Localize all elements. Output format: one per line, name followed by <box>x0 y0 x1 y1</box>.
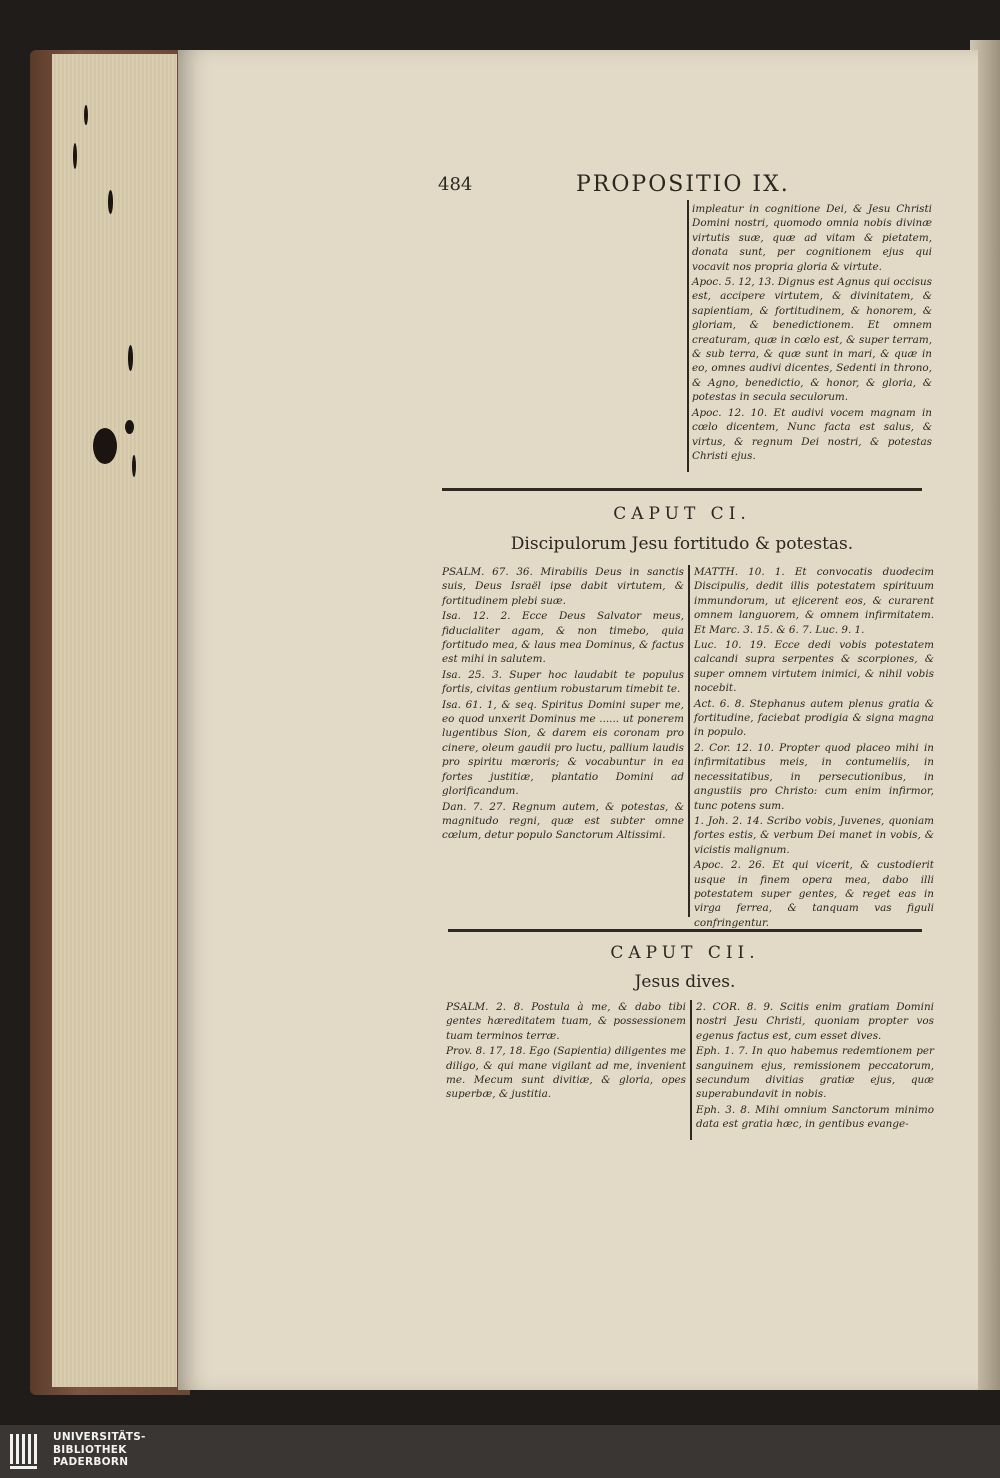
paragraph: Apoc. 12. 10. Et audivi vocem magnam in cœlo dicentem, Nunc facta est salus, & virtus, & regnum Dei nostri, & potestas Christi ejus. <box>692 406 932 462</box>
verse: Isa. 25. 3. Super hoc laudabit te populus fortis, civitas gentium robustarum timebit te. <box>442 668 684 696</box>
chapter-102-left-column <box>446 1000 686 1103</box>
chapter-101-right-column <box>694 565 934 931</box>
ink-stain <box>73 143 77 169</box>
verse: Isa. 61. 1, & seq. Spiritus Domini super me, eo quod unxerit Dominus me ...... ut ponerem lugentibus Sion, & darem eis coronam pro cinere, oleum gaudii pro luctu, pallium laudis pro spiritu mœroris; & vocabuntur in ea fortes justitiæ, plantatio Domini ad glorificandum. <box>442 698 684 798</box>
ink-stain <box>93 428 117 464</box>
verse: Isa. 12. 2. Ecce Deus Salvator meus, fiducialiter agam, & non timebo, quia fortitudo mea, & laus mea Dominus, & factus est mihi in salutem. <box>442 610 684 666</box>
chapter-heading: CAPUT CI. <box>613 504 751 524</box>
ink-stain <box>108 190 113 214</box>
verse: Eph. 3. 8. Mihi omnium Sanctorum minimo data est gratia hæc, in gentibus evange- <box>696 1103 934 1131</box>
verse: 1. Joh. 2. 14. Scribo vobis, Juvenes, quoniam fortes estis, & verbum Dei manet in vobis, & vicistis malignum. <box>694 814 934 856</box>
logo-line: UNIVERSITÄTS- <box>53 1431 146 1443</box>
ink-stain <box>128 345 133 371</box>
chapter-title: Discipulorum Jesu fortitudo & potestas. <box>510 534 854 554</box>
verse: 2. Cor. 12. 10. Propter quod placeo mihi in infirmitatibus meis, in contumeliis, in necessitatibus, in persecutionibus, in angustiis pro Christo: cum enim infirmor, tunc potens sum. <box>694 741 934 812</box>
footer-bar <box>0 1425 1000 1478</box>
logo-line: BIBLIOTHEK <box>53 1443 127 1456</box>
verse: Dan. 7. 27. Regnum autem, & potestas, & magnitudo regni, quæ est subter omne cœlum, detur populo Sanctorum Altissimi. <box>442 800 684 842</box>
ink-stain <box>125 420 134 434</box>
library-logo-text <box>53 1431 146 1469</box>
column-rule <box>687 200 689 472</box>
verse: Luc. 10. 19. Ecce dedi vobis potestatem calcandi supra serpentes & scorpiones, & super omnem virtutem inimici, & nihil vobis nocebit. <box>694 639 934 695</box>
chapter-heading: CAPUT CII. <box>610 943 760 963</box>
page-edges <box>52 54 177 1387</box>
running-title: PROPOSITIO IX. <box>576 172 790 197</box>
verse: PSALM. 67. 36. Mirabilis Deus in sanctis suis, Deus Israël ipse dabit virtutem, & fortitudinem plebi suæ. <box>442 566 684 607</box>
section-rule <box>442 488 922 491</box>
verse: PSALM. 2. 8. Postula à me, & dabo tibi gentes hæreditatem tuam, & possessionem tuam terminos terræ. <box>446 1001 686 1042</box>
paragraph: impleatur in cognitione Dei, & Jesu Christi Domini nostri, quomodo omnia nobis divinæ virtutis suæ, quæ ad vitam & pietatem, donata sunt, per cognitionem ejus qui vocavit nos propria gloria & virtute. <box>692 203 932 273</box>
chapter-101-left-column <box>442 565 684 844</box>
verse: 2. COR. 8. 9. Scitis enim gratiam Domini nostri Jesu Christi, quoniam propter vos egenus factus est, cum esset dives. <box>696 1001 934 1042</box>
ink-stain <box>84 105 88 125</box>
library-logo-icon <box>8 1432 44 1472</box>
column-rule <box>688 565 690 917</box>
top-column <box>692 202 932 464</box>
verse: Eph. 1. 7. In quo habemus redemtionem per sanguinem ejus, remissionem peccatorum, secundum divitias gratiæ ejus, quæ superabundavit in nobis. <box>696 1045 934 1101</box>
verse: Apoc. 2. 26. Et qui vicerit, & custodierit usque in finem opera mea, dabo illi potestatem super gentes, & reget eas in virga ferrea, & tanquam vas figuli confringentur. <box>694 859 934 929</box>
verse: MATTH. 10. 1. Et convocatis duodecim Discipulis, dedit illis potestatem spirituum immundorum, ut ejicerent eos, & curarent omnem languorem, & omnem infirmitatem. Et Marc. 3. 15. & 6. 7. Luc. 9. 1. <box>694 566 934 636</box>
verse: Act. 6. 8. Stephanus autem plenus gratia & fortitudine, faciebat prodigia & signa magna in populo. <box>694 697 934 739</box>
chapter-102-right-column <box>696 1000 934 1133</box>
verse: Prov. 8. 17, 18. Ego (Sapientia) diligentes me diligo, & qui mane vigilant ad me, invenient me. Mecum sunt divitiæ, & gloria, opes superbæ, & justitia. <box>446 1045 686 1101</box>
paragraph: Apoc. 5. 12, 13. Dignus est Agnus qui occisus est, accipere virtutem, & divinitatem, & sapientiam, & fortitudinem, & honorem, & gloriam, & benedictionem. Et omnem creaturam, quæ in cœlo est, & super terram, & sub terra, & quæ sunt in mari, & quæ in eo, omnes audivi dicentes, Sedenti in throno, & Agno, benedictio, & honor, & gloria, & potestas in secula seculorum. <box>692 276 932 404</box>
page-number: 484 <box>438 174 473 195</box>
logo-line: PADERBORN <box>53 1456 129 1468</box>
column-rule <box>690 1000 692 1140</box>
chapter-title: Jesus dives. <box>634 972 736 992</box>
section-rule <box>448 929 922 932</box>
ink-stain <box>132 455 136 477</box>
